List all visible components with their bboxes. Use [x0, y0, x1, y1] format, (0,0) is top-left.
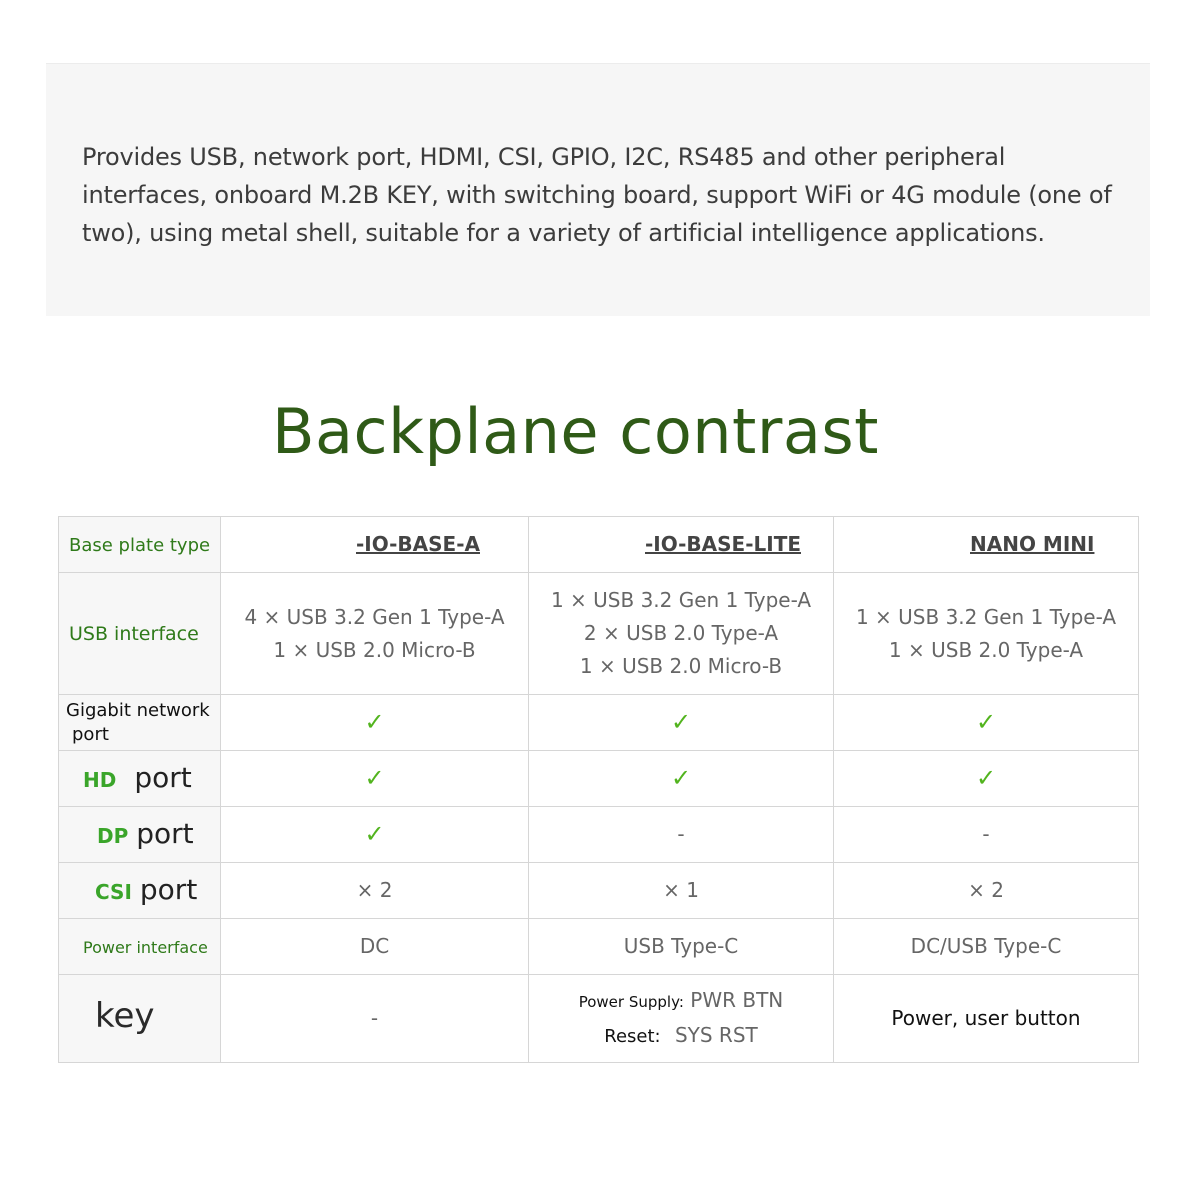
key-power-supply-line [529, 984, 833, 1019]
usb-line: 2 × USB 2.0 Type-A [583, 621, 779, 645]
comparison-table [58, 516, 1139, 1063]
power-cell-col1 [221, 919, 529, 975]
key-reset-line [529, 1019, 833, 1053]
header-label: Base plate type [69, 534, 211, 556]
header-label-cell [59, 517, 221, 573]
column-header-io-base-a [221, 517, 529, 573]
intro-text: Provides USB, network port, HDMI, CSI, GPIO, I2C, RS485 and other peripheral interfaces, onboard M.2B KEY, with switching board, support WiFi or 4G module (one of two), using metal shell, suitable for a variety of artificial intelligence applications. [82, 143, 1112, 247]
dp-label-cell [59, 807, 221, 863]
usb-cell-col1 [221, 573, 529, 695]
usb-line: 4 × USB 3.2 Gen 1 Type-A [244, 604, 505, 629]
reset-value: SYS RST [674, 1023, 758, 1047]
column-header-label: NANO MINI [970, 532, 1095, 556]
table-row-csi [59, 863, 1139, 919]
usb-label-cell [59, 573, 221, 695]
key-cell-col1 [221, 975, 529, 1063]
usb-line: 1 × USB 3.2 Gen 1 Type-A [855, 604, 1117, 629]
dp-value: - [982, 822, 990, 846]
dp-label-suffix: port [136, 816, 194, 850]
gigabit-cell-col3 [834, 695, 1139, 751]
table-row-key [59, 975, 1139, 1063]
dp-value: - [677, 822, 685, 846]
table-row-hd [59, 751, 1139, 807]
usb-line: 1 × USB 2.0 Type-A [888, 637, 1084, 662]
intro-panel [46, 63, 1150, 316]
csi-label-prefix: CSI [95, 879, 132, 904]
hd-label-cell [59, 751, 221, 807]
gigabit-label-cell [59, 695, 221, 751]
table-row-power [59, 919, 1139, 975]
page-title: Backplane contrast [272, 395, 879, 468]
csi-label-suffix: port [139, 872, 198, 906]
table-row-header [59, 517, 1139, 573]
usb-line: 1 × USB 3.2 Gen 1 Type-A [550, 588, 812, 612]
power-value: USB Type-C [623, 934, 739, 958]
checkmark-icon: ✓ [364, 707, 385, 736]
usb-cell-col2 [529, 573, 834, 695]
dp-label-prefix: DP [97, 823, 129, 848]
reset-label: Reset: [604, 1026, 661, 1047]
checkmark-icon: ✓ [975, 763, 997, 792]
power-label-cell [59, 919, 221, 975]
checkmark-icon: ✓ [670, 707, 692, 736]
table-row-dp [59, 807, 1139, 863]
hd-cell-col2 [529, 751, 834, 807]
checkmark-icon: ✓ [364, 763, 385, 792]
csi-value: × 1 [663, 878, 699, 902]
hd-cell-col1 [221, 751, 529, 807]
hd-label-suffix: port [134, 760, 192, 794]
table-row-usb [59, 573, 1139, 695]
table-row-gigabit [59, 695, 1139, 751]
column-header-io-base-lite [529, 517, 834, 573]
power-label: Power interface [83, 937, 208, 957]
hd-cell-col3 [834, 751, 1139, 807]
csi-label-cell [59, 863, 221, 919]
checkmark-icon: ✓ [364, 819, 385, 848]
checkmark-icon: ✓ [670, 763, 692, 792]
hd-label-prefix: HD [83, 767, 117, 792]
usb-line: 1 × USB 2.0 Micro-B [579, 654, 783, 678]
csi-cell-col1 [221, 863, 529, 919]
key-value: - [370, 1006, 379, 1030]
column-header-label: -IO-BASE-A [356, 532, 480, 556]
power-value: DC/USB Type-C [910, 934, 1062, 958]
power-cell-col3 [834, 919, 1139, 975]
checkmark-icon: ✓ [975, 707, 997, 736]
csi-value: × 2 [356, 878, 393, 902]
column-header-nano-mini [834, 517, 1139, 573]
csi-cell-col2 [529, 863, 834, 919]
gigabit-label-line2: port [72, 723, 109, 745]
usb-line: 1 × USB 2.0 Micro-B [273, 637, 476, 662]
csi-value: × 2 [968, 878, 1004, 902]
key-label: key [95, 996, 155, 1036]
dp-cell-col2 [529, 807, 834, 863]
gigabit-cell-col2 [529, 695, 834, 751]
dp-cell-col1 [221, 807, 529, 863]
usb-cell-col3 [834, 573, 1139, 695]
gigabit-cell-col1 [221, 695, 529, 751]
dp-cell-col3 [834, 807, 1139, 863]
power-supply-value: PWR BTN [690, 988, 784, 1012]
key-label-cell [59, 975, 221, 1063]
power-supply-label: Power Supply: [578, 993, 684, 1011]
power-cell-col2 [529, 919, 834, 975]
power-value: DC [359, 934, 390, 958]
column-header-label: -IO-BASE-LITE [645, 532, 801, 556]
key-cell-col3 [834, 975, 1139, 1063]
key-cell-col2 [529, 975, 834, 1063]
csi-cell-col3 [834, 863, 1139, 919]
gigabit-label-line1: Gigabit network [66, 699, 210, 721]
usb-label: USB interface [69, 622, 199, 645]
key-value: Power, user button [891, 1006, 1081, 1030]
